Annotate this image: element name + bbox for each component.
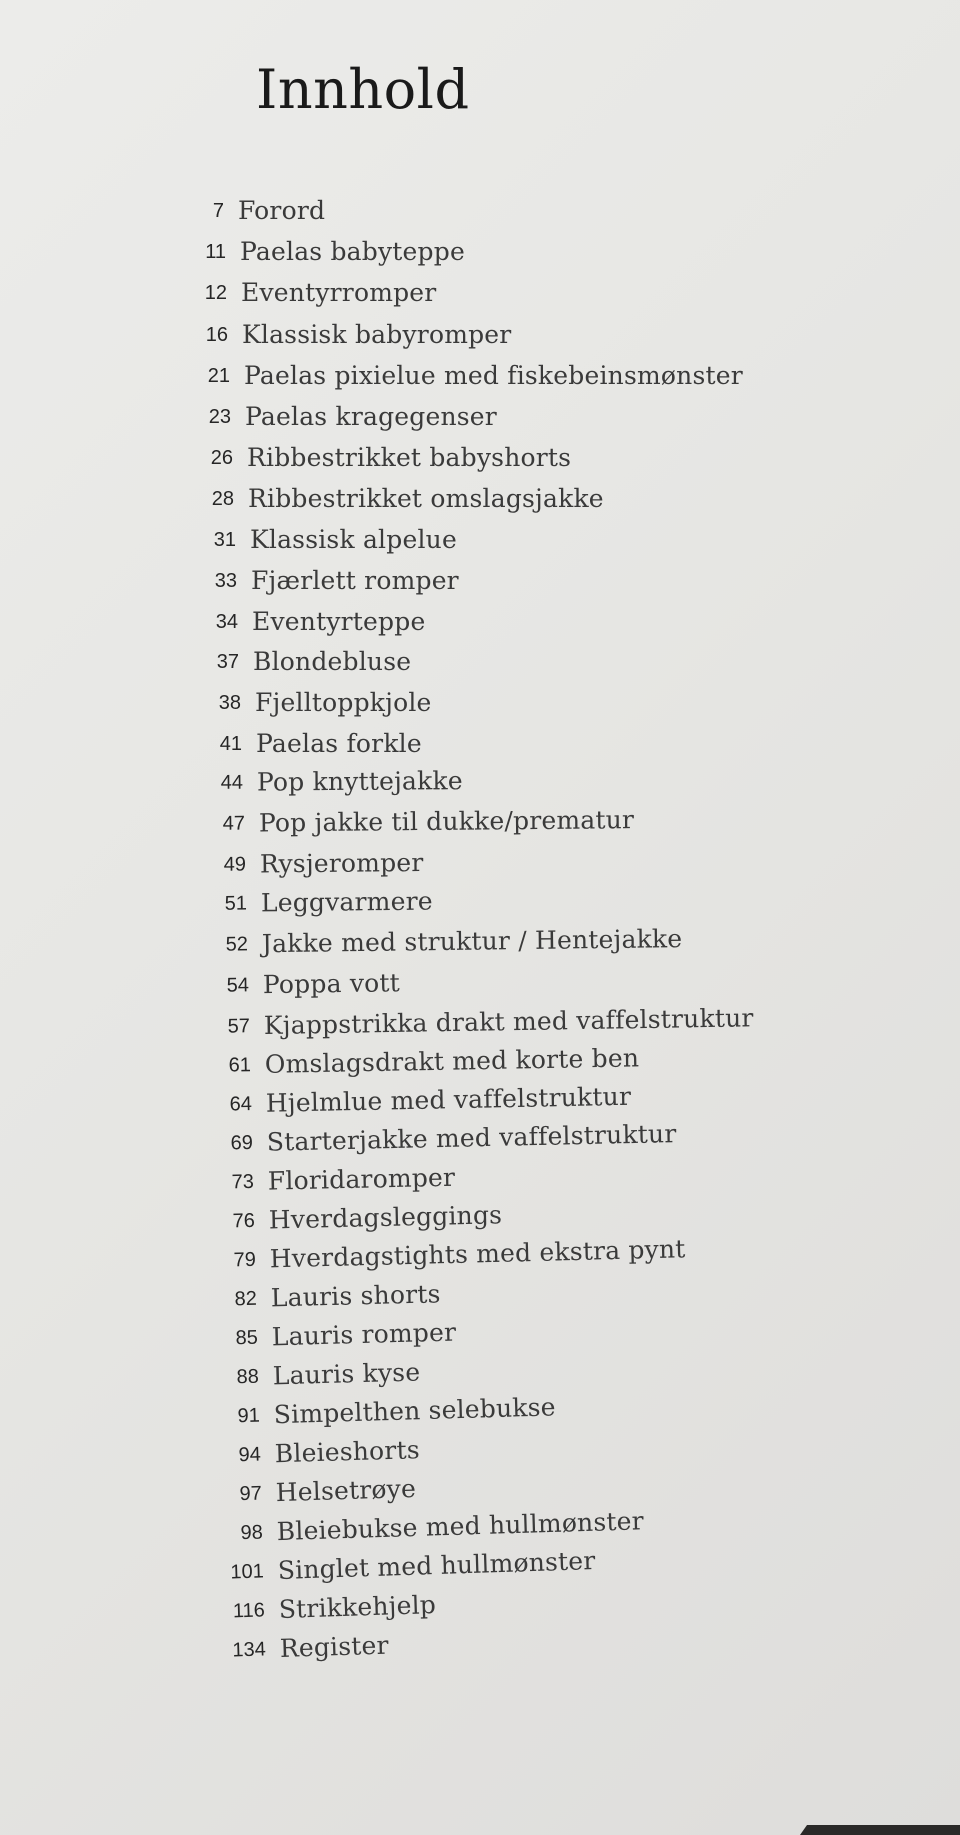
toc-entry-title: Pop knyttejakke [256,766,463,797]
toc-page-number: 11 [205,241,226,263]
toc-entry [201,1043,640,1091]
toc-page-number: 34 [215,611,238,633]
toc-page-number: 21 [207,365,230,387]
toc-page-number: 28 [211,488,234,510]
toc-entry-title: Paelas babyteppe [240,237,465,266]
toc-page-number: 51 [224,892,248,915]
toc-entry-title: Jakke med struktur / Hentejakke [261,924,683,959]
toc-entry-title: Simpelthen selebukse [273,1392,557,1430]
toc-entry [203,1119,677,1169]
toc-page-number: 85 [235,1326,259,1350]
toc-entry-title: Hverdagstights med ekstra pynt [269,1234,686,1274]
toc-entry [213,1546,596,1598]
toc-page-number: 52 [225,933,249,956]
toc-entry [204,1162,456,1208]
toc-entry-title: Lauris kyse [272,1357,421,1391]
toc-page-number: 64 [229,1093,253,1116]
toc-page-number: 57 [227,1015,251,1038]
toc-page-number: 73 [231,1170,255,1194]
toc-page-number: 76 [232,1209,256,1233]
toc-entry-title: Starterjakke med vaffelstruktur [266,1119,677,1157]
toc-entry-title: Helsetrøye [275,1473,417,1508]
toc-page-number: 101 [230,1560,265,1584]
toc-page-number: 7 [212,200,224,222]
toc-page-number: 116 [232,1599,266,1623]
toc-entry-title: Ribbestrikket omslagsjakke [248,484,604,513]
toc-page-number: 54 [226,974,250,997]
toc-page-number: 47 [222,812,246,835]
toc-entry-title: Lauris romper [271,1317,457,1352]
toc-page-number: 97 [239,1482,263,1506]
toc-entry-title: Bleieshorts [274,1435,421,1469]
toc-entry-title: Eventyrteppe [252,607,426,636]
toc-page-number: 38 [218,692,241,714]
toc-page-number: 41 [219,733,242,755]
toc-entry-title: Omslagsdrakt med korte ben [264,1043,640,1079]
toc-page-number: 79 [233,1248,257,1272]
toc-page-number: 31 [213,529,236,551]
toc-entry-title: Pop jakke til dukke/prematur [258,805,635,838]
toc-entry-title: Strikkehjelp [278,1590,437,1624]
toc-page-number: 98 [240,1521,264,1545]
toc-entry-title: Register [279,1630,390,1663]
toc-entry [206,1234,686,1286]
toc-entry-title: Fjelltoppkjole [255,688,432,717]
toc-entry [211,1473,417,1520]
toc-page-number: 49 [223,853,247,876]
toc-entry [215,1630,390,1676]
toc-entry-title: Paelas pixielue med fiskebeinsmønster [244,361,743,390]
toc-page-number: 23 [208,406,231,428]
toc-entry-title: Kjappstrikka drakt med vaffelstruktur [263,1003,754,1040]
toc-entry-title: Singlet med hullmønster [277,1546,596,1585]
toc-entry-title: Floridaromper [267,1162,456,1196]
toc-entry [208,1357,421,1403]
toc-entry-title: Leggvarmere [260,886,433,918]
toc-entry-title: Hverdagsleggings [268,1200,503,1235]
toc-page-number: 26 [210,447,233,469]
toc-entry-title: Bleiebukse med hullmønster [276,1506,645,1547]
toc-entry-title: Paelas kragegenser [245,402,497,431]
toc-entry [214,1590,437,1637]
toc-page-number: 69 [230,1131,254,1155]
toc-entry [212,1506,645,1559]
toc-entry-title: Lauris shorts [270,1279,441,1313]
toc-entry-title: Poppa vott [262,968,401,1000]
toc-entry-title: Paelas forkle [256,729,422,758]
toc-page-number: 134 [232,1638,267,1662]
toc-entry-title: Hjelmlue med vaffelstruktur [265,1081,632,1118]
toc-entry [202,1081,632,1130]
toc-entry [207,1279,441,1325]
toc-page-number: 91 [237,1404,261,1428]
toc-entry-title: Klassisk alpelue [250,525,457,554]
toc-entry-title: Blondebluse [253,647,412,676]
toc-page-number: 44 [220,771,244,794]
toc-entry [200,1003,754,1052]
toc-entry [207,1317,457,1364]
toc-entry [205,1200,503,1247]
toc-page-number: 37 [216,651,239,673]
toc-entry-title: Fjærlett romper [251,566,459,595]
toc-entry-title: Eventyrromper [241,278,437,307]
toc-entry-title: Rysjeromper [259,848,424,879]
toc-page-number: 12 [204,282,227,304]
toc-entry-title: Klassisk babyromper [242,320,512,349]
toc-page-number: 61 [228,1054,252,1077]
toc-page-number: 82 [234,1287,258,1311]
toc-entry-title: Ribbestrikket babyshorts [247,443,572,472]
toc-entry [209,1392,557,1442]
toc-page-number: 33 [214,570,237,592]
toc-page-number: 16 [205,324,228,346]
toc-entry [199,968,401,1011]
toc-entry [210,1435,421,1481]
page-title: Innhold [256,58,470,121]
toc-page-number: 88 [236,1365,260,1389]
toc-page-number: 94 [238,1443,262,1467]
toc-entry-title: Forord [238,196,326,225]
